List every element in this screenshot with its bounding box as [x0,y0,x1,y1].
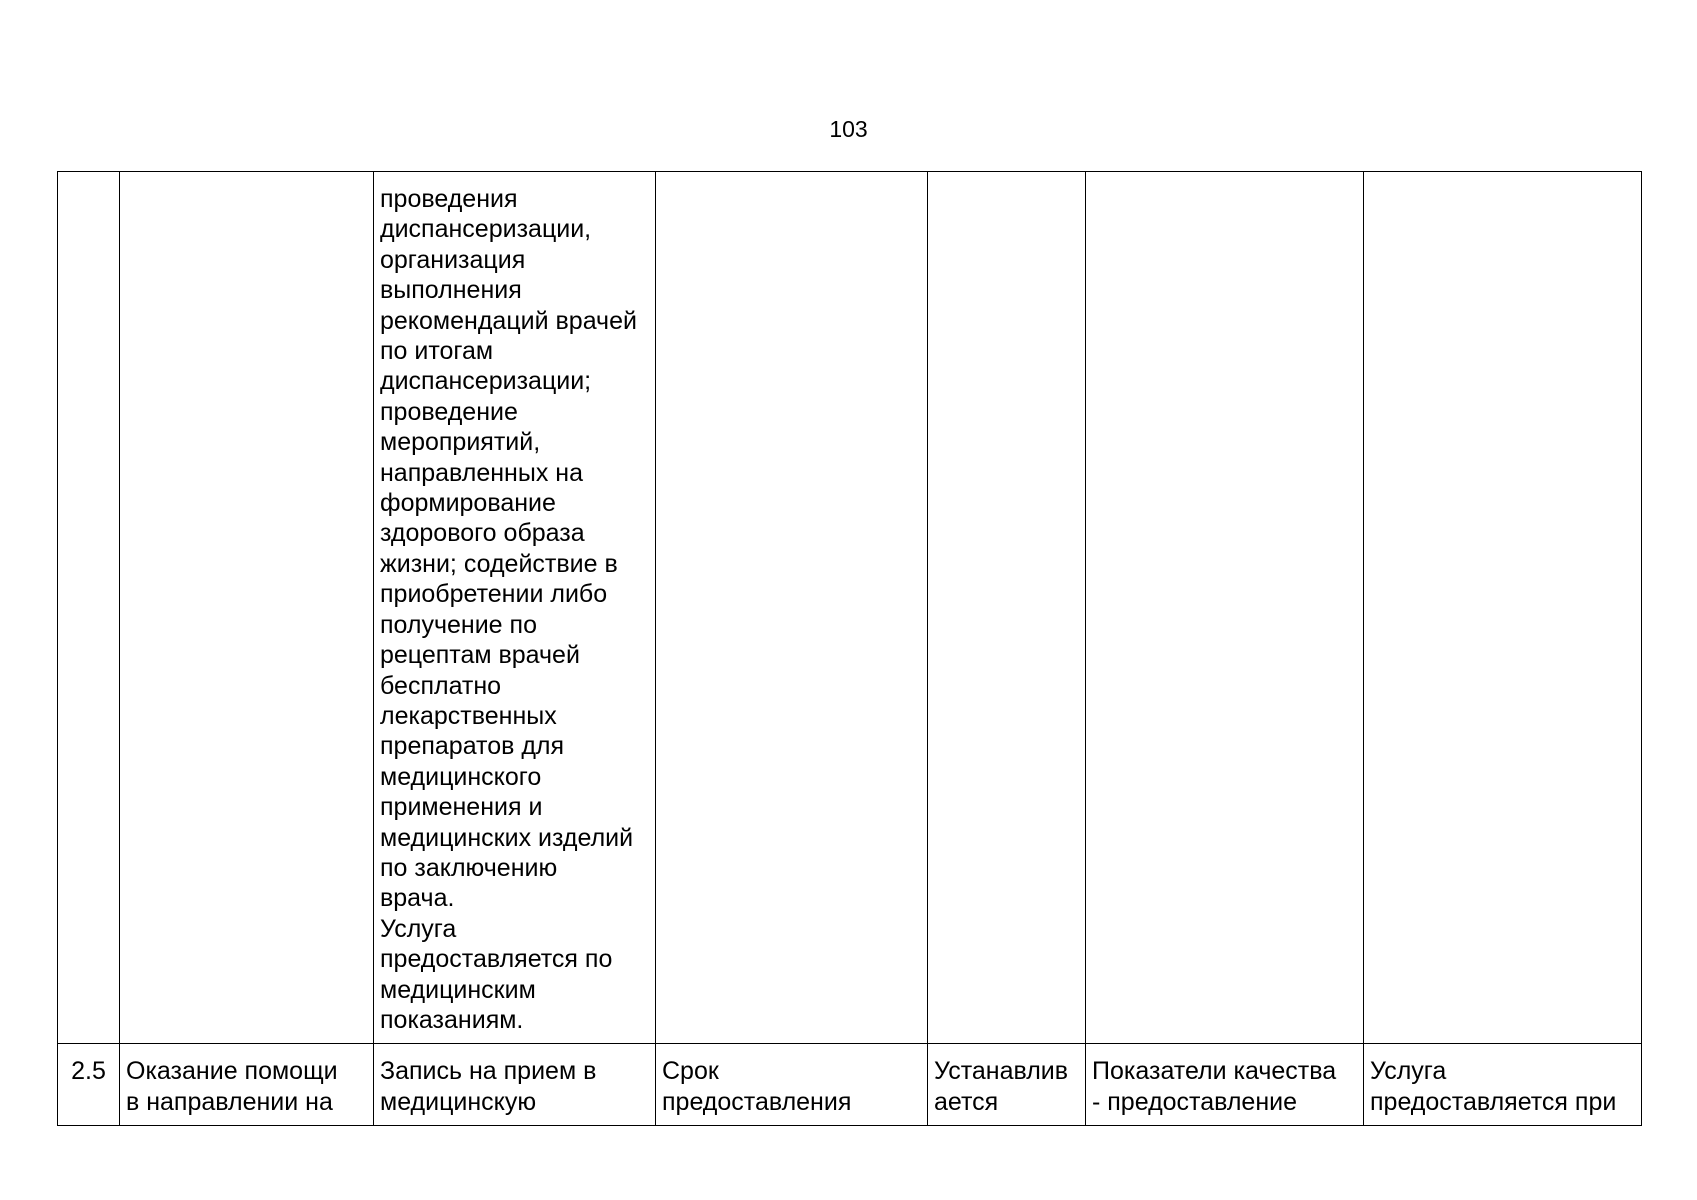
table-row [58,1044,1642,1126]
table-cell-number: 2.5 [58,1044,120,1126]
page-number: 103 [829,116,868,142]
table-cell-term: Устанавлив ается [928,1044,1086,1126]
table-cell-service-content: проведения диспансеризации, организация выполнения рекомендаций врачей по итогам диспансеризации; проведение мероприятий, направленных на формирование здорового образа жизни; содействие в приобретении либо получение по рецептам врачей бесплатно лекарственных препаратов для медицинского применения и медицинских изделий по заключению врача. Услуга предоставляется по медицинским показаниям. [374,172,656,1044]
table-cell-conditions [656,172,928,1044]
table-cell-service-content: Запись на прием в медицинскую [374,1044,656,1126]
table-cell-number [58,172,120,1044]
table-cell-notes [1364,172,1642,1044]
table-cell-conditions: Срок предоставления [656,1044,928,1126]
services-table [57,171,1642,1126]
table-cell-quality [1086,172,1364,1044]
table-cell-service-name [120,172,374,1044]
table-cell-quality: Показатели качества - предоставление [1086,1044,1364,1126]
table-cell-term [928,172,1086,1044]
table-cell-notes: Услуга предоставляется при [1364,1044,1642,1126]
table-row-continued [58,172,1642,1044]
table-cell-service-name: Оказание помощи в направлении на [120,1044,374,1126]
